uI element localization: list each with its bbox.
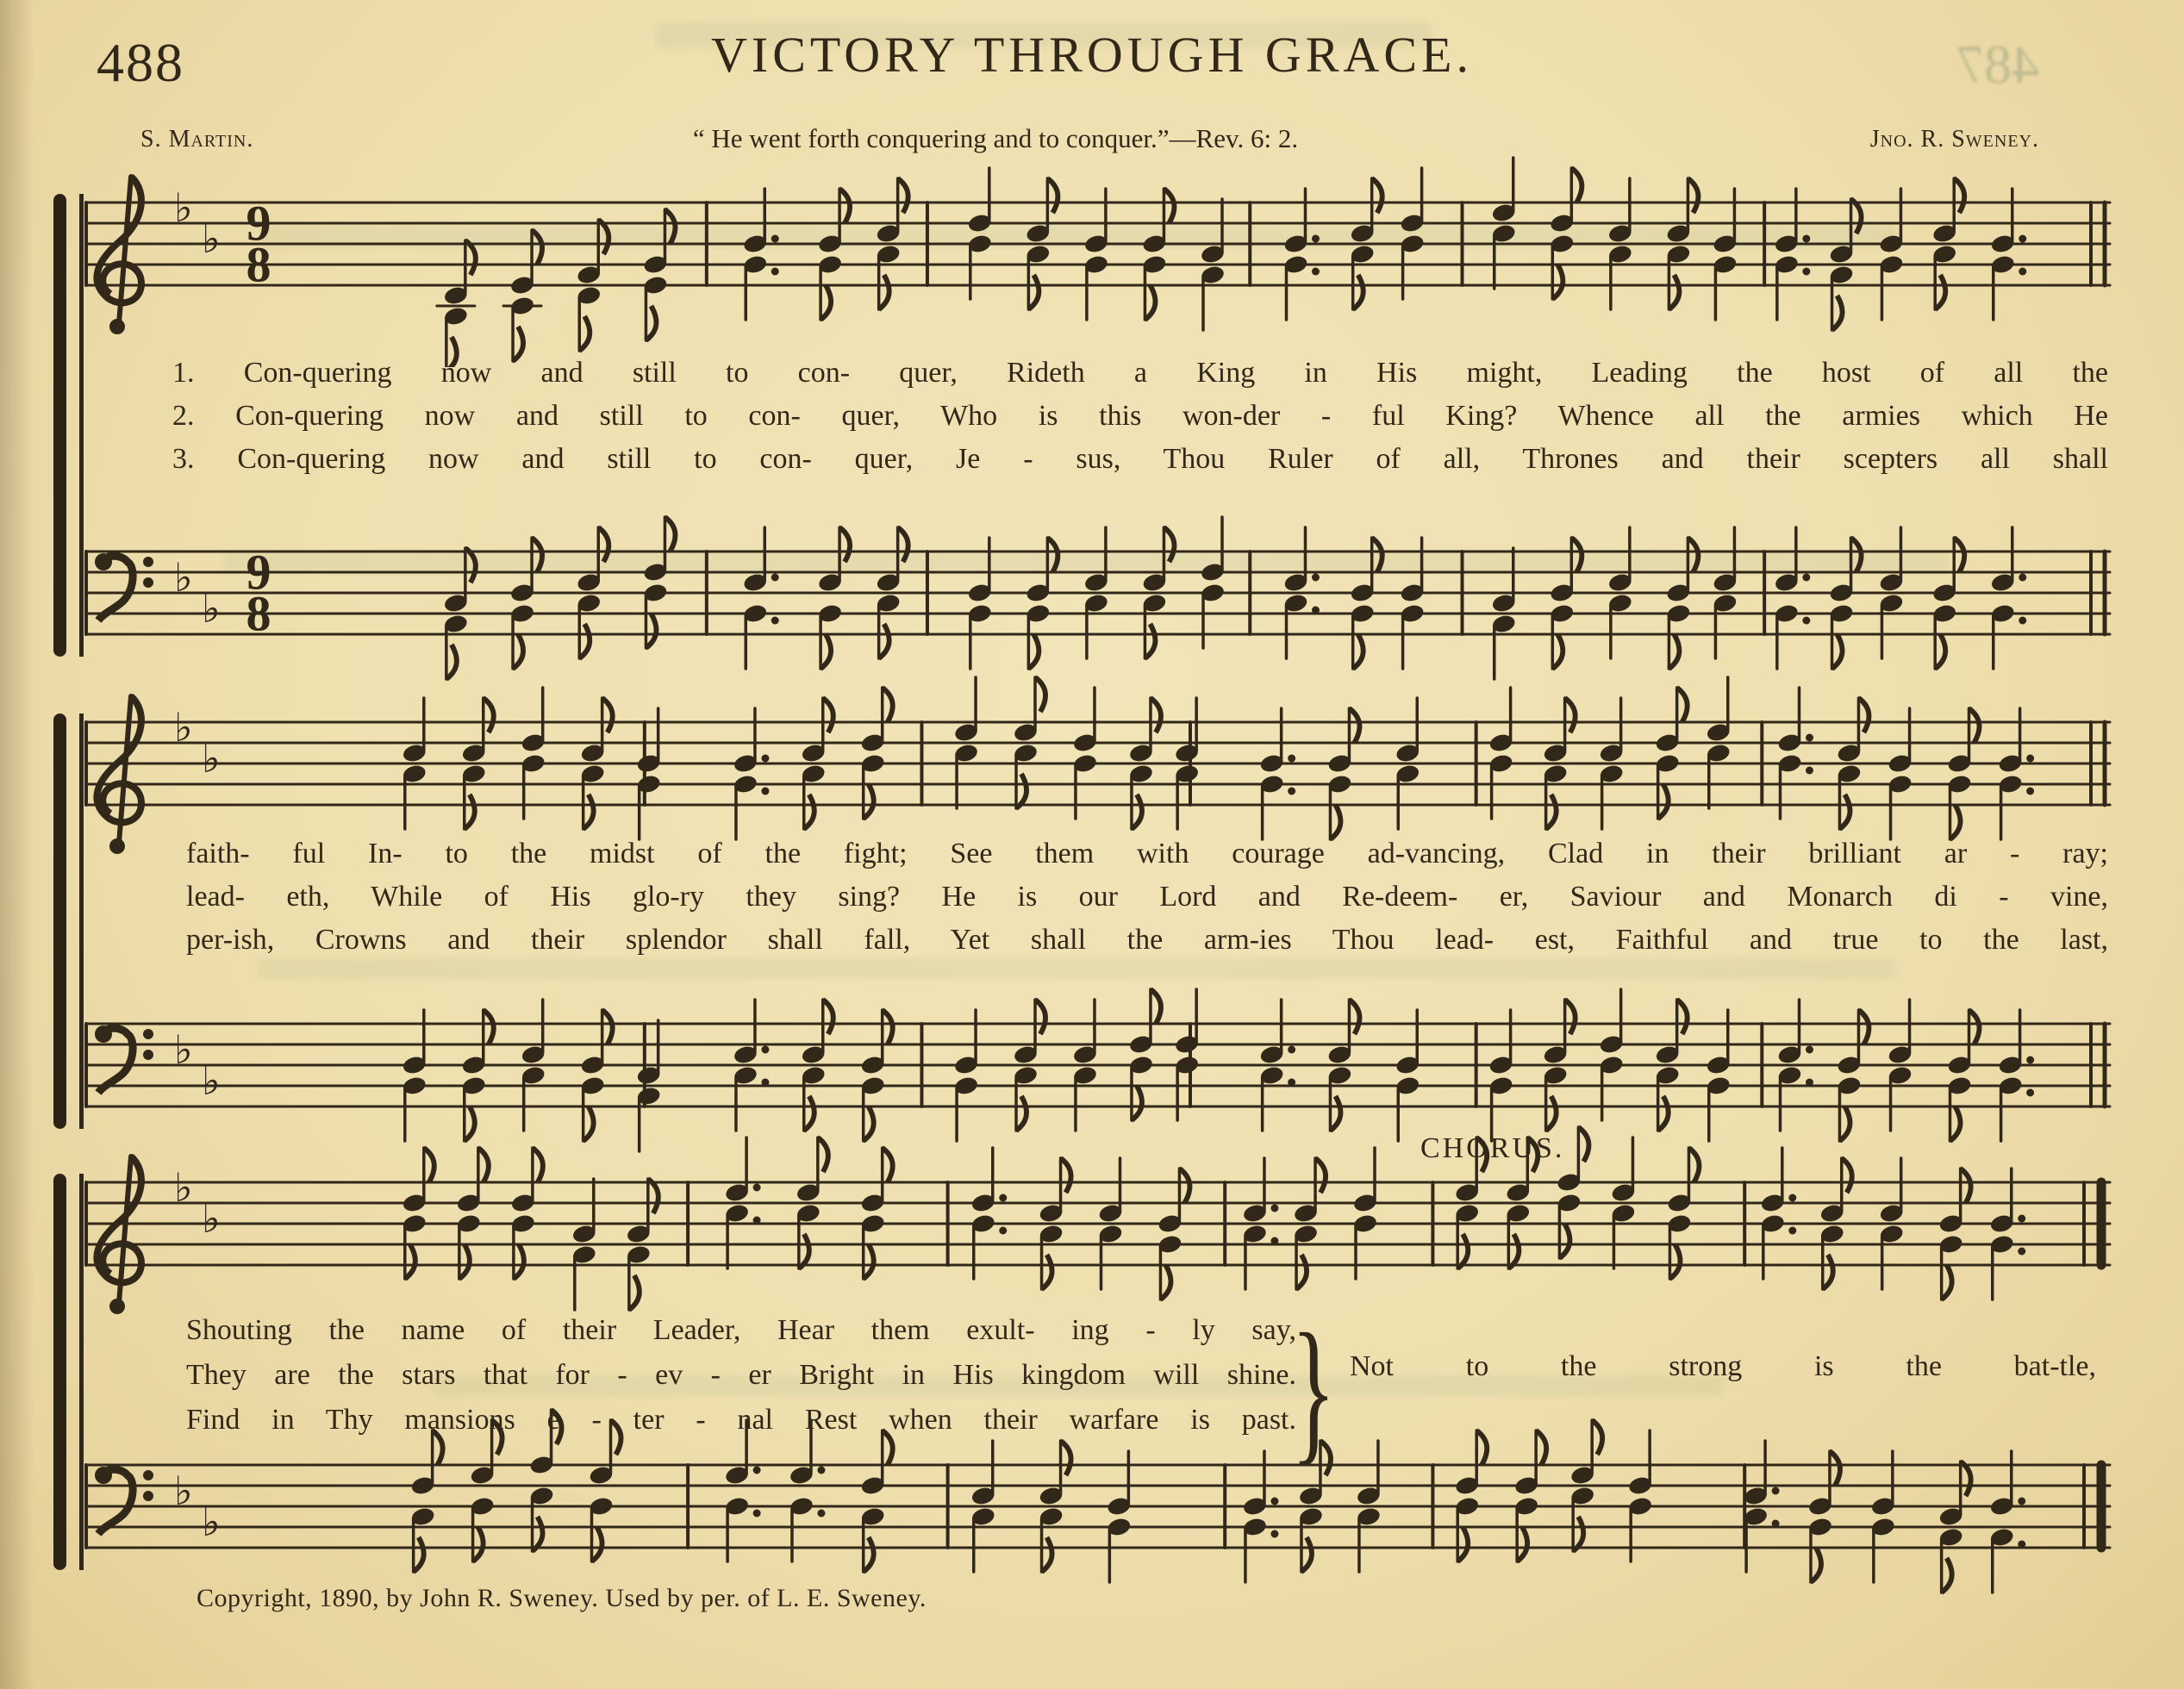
- svg-text:♭: ♭: [202, 1195, 221, 1242]
- svg-text:♭: ♭: [202, 1057, 221, 1104]
- svg-text:♭: ♭: [202, 735, 221, 782]
- system-1-brace: [53, 194, 66, 657]
- svg-text:8: 8: [246, 236, 271, 293]
- verse-line: 3. Con-quering now and still to con- quer, Je - sus, Thou Ruler of all, Thrones and their scepters all shall: [172, 443, 2108, 475]
- verse-line: 1. Con-quering now and still to con- quer, Rideth a King in His might, Leading the host of all the: [172, 357, 2108, 389]
- page-gutter-shadow: [0, 0, 34, 1689]
- svg-text:8: 8: [246, 585, 271, 642]
- hymn-title: VICTORY THROUGH GRACE.: [711, 27, 1473, 83]
- chorus-brace: }: [1291, 1300, 1336, 1479]
- svg-text:♭: ♭: [202, 215, 221, 262]
- bleed-page-number: 487: [1956, 34, 2039, 95]
- chorus-tail-line: Not to the strong is the bat-tle,: [1350, 1350, 2096, 1382]
- svg-text:♭: ♭: [174, 1468, 193, 1514]
- system-2-brace: [53, 714, 66, 1129]
- svg-text:9: 9: [246, 544, 271, 601]
- page-number: 488: [97, 32, 184, 93]
- chorus-line: Find in Thy mansions e - ter - nal Rest when their warfare is past.: [186, 1404, 1296, 1436]
- scripture-quote: “ He went forth conquering and to conquer.”—Rev. 6: 2.: [692, 123, 1299, 153]
- composer-name: Jno. R. Sweney.: [1869, 126, 2039, 153]
- chorus-label: CHORUS.: [1420, 1132, 1565, 1164]
- system-3-brace: [53, 1174, 66, 1570]
- chorus-line: Shouting the name of their Leader, Hear them exult- ing - ly say,: [186, 1314, 1296, 1346]
- staff-1-treble: [66, 129, 2117, 367]
- copyright-line: Copyright, 1890, by John R. Sweney. Used by per. of L. E. Sweney.: [197, 1584, 927, 1612]
- svg-text:♭: ♭: [174, 1026, 193, 1073]
- svg-text:♭: ♭: [202, 1499, 221, 1545]
- tune-name: S. Martin.: [140, 126, 254, 153]
- chorus-block: [186, 1308, 1296, 1443]
- svg-text:♭: ♭: [174, 1164, 193, 1211]
- svg-text:9: 9: [246, 195, 271, 252]
- verse-line: per-ish, Crowns and their splendor shall fall, Yet shall the arm-ies Thou lead- est, Faithful and true to the last,: [186, 924, 2108, 956]
- svg-text:♭: ♭: [174, 704, 193, 751]
- svg-text:♭: ♭: [202, 585, 221, 632]
- svg-text:♭: ♭: [174, 184, 193, 231]
- verse-block-2: [186, 832, 2108, 962]
- chorus-line: They are the stars that for - ev - er Bright in His kingdom will shine.: [186, 1359, 1296, 1391]
- svg-text:♭: ♭: [174, 554, 193, 601]
- verse-line: faith- ful In- to the midst of the fight; See them with courage ad-vancing, Clad in their brilliant ar - ray;: [186, 838, 2108, 869]
- verse-block-1: [172, 352, 2108, 481]
- verse-line: 2. Con-quering now and still to con- quer, Who is this won-der - ful King? Whence all the armies which He: [172, 400, 2108, 432]
- verse-line: lead- eth, While of His glo-ry they sing? He is our Lord and Re-deem- er, Saviour and Monarch di - vine,: [186, 881, 2108, 913]
